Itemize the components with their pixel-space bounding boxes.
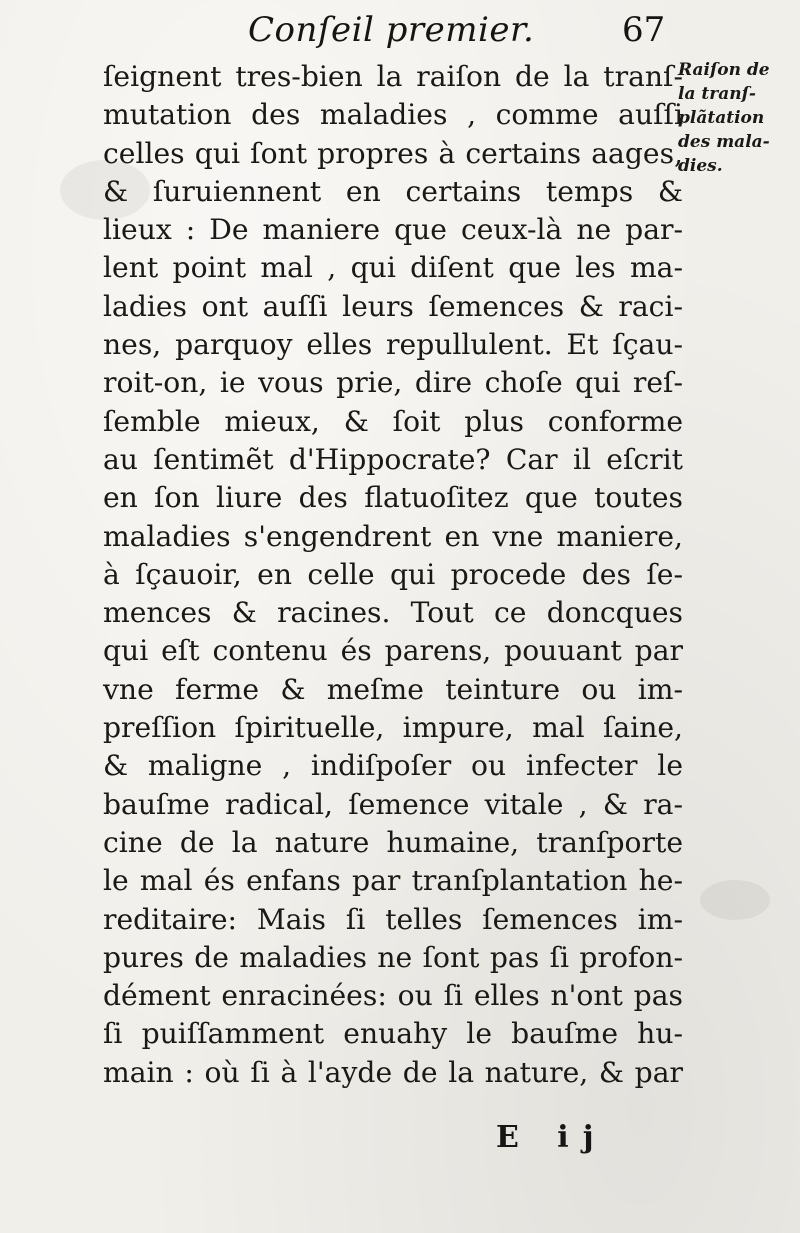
text-line: ſi puiſſamment enuahy le bauſme hu-: [103, 1017, 683, 1051]
marginal-note-line: Raiſon de: [678, 60, 770, 80]
text-line: ladies ont auſſi leurs ſemences & raci-: [103, 289, 683, 323]
text-line: nes, parquoy elles repullulent. Et ſçau-: [103, 328, 683, 362]
text-line: celles qui ſont propres à certains aages,: [103, 136, 683, 170]
text-line: à ſçauoir, en celle qui procede des ſe-: [103, 557, 683, 591]
text-line: roit-on, ie vous prie, dire choſe qui reſ-: [103, 366, 683, 400]
running-head: Conſeil premier.: [248, 10, 535, 50]
text-line: vne ferme & meſme teinture ou im-: [103, 672, 683, 706]
text-line: ſeignent tres-bien la raiſon de la tranſ-: [103, 60, 683, 93]
text-line: cine de la nature humaine, tranſporte: [103, 825, 683, 859]
text-line: & ſuruiennent en certains temps &: [103, 174, 683, 208]
text-line: pures de maladies ne ſont pas ſi profon-: [103, 940, 683, 974]
signature-mark: E ij: [496, 1120, 608, 1155]
paper-stain: [700, 880, 770, 920]
text-line: lent point mal , qui diſent que les ma-: [103, 251, 683, 285]
text-line: preſſion ſpirituelle, impure, mal ſaine,: [103, 711, 683, 745]
marginal-note-line: dies.: [678, 156, 723, 176]
text-line: reditaire: Mais ſi telles ſemences im-: [103, 902, 683, 936]
text-line: au ſentimẽt d'Hippocrate? Car il eſcrit: [103, 442, 683, 476]
text-line: dément enracinées: ou ſi elles n'ont pas: [103, 979, 683, 1013]
marginal-note-line: la tranſ-: [678, 84, 756, 104]
body-text: [103, 58, 683, 1092]
text-line: qui eſt contenu és parens, pouuant par: [103, 634, 683, 668]
text-line: lieux : De maniere que ceux-là ne par-: [103, 213, 683, 247]
text-line: mutation des maladies , comme auſſi: [103, 98, 683, 132]
marginal-note: [678, 58, 798, 178]
page-number: 67: [622, 10, 666, 50]
text-line: ſemble mieux, & ſoit plus conforme: [103, 404, 683, 438]
text-line: le mal és enfans par tranſplantation he-: [103, 864, 683, 898]
text-line: main : où ſi à l'ayde de la nature, & par: [103, 1055, 683, 1089]
text-line: maladies s'engendrent en vne maniere,: [103, 519, 683, 553]
text-line: mences & racines. Tout ce doncques: [103, 596, 683, 630]
marginal-note-line: plãtation: [678, 108, 765, 128]
marginal-note-line: des mala-: [678, 132, 770, 152]
text-line: & maligne , indiſpoſer ou infecter le: [103, 749, 683, 783]
text-line: en ſon liure des flatuoſitez que toutes: [103, 481, 683, 515]
text-line: bauſme radical, ſemence vitale , & ra-: [103, 787, 683, 821]
